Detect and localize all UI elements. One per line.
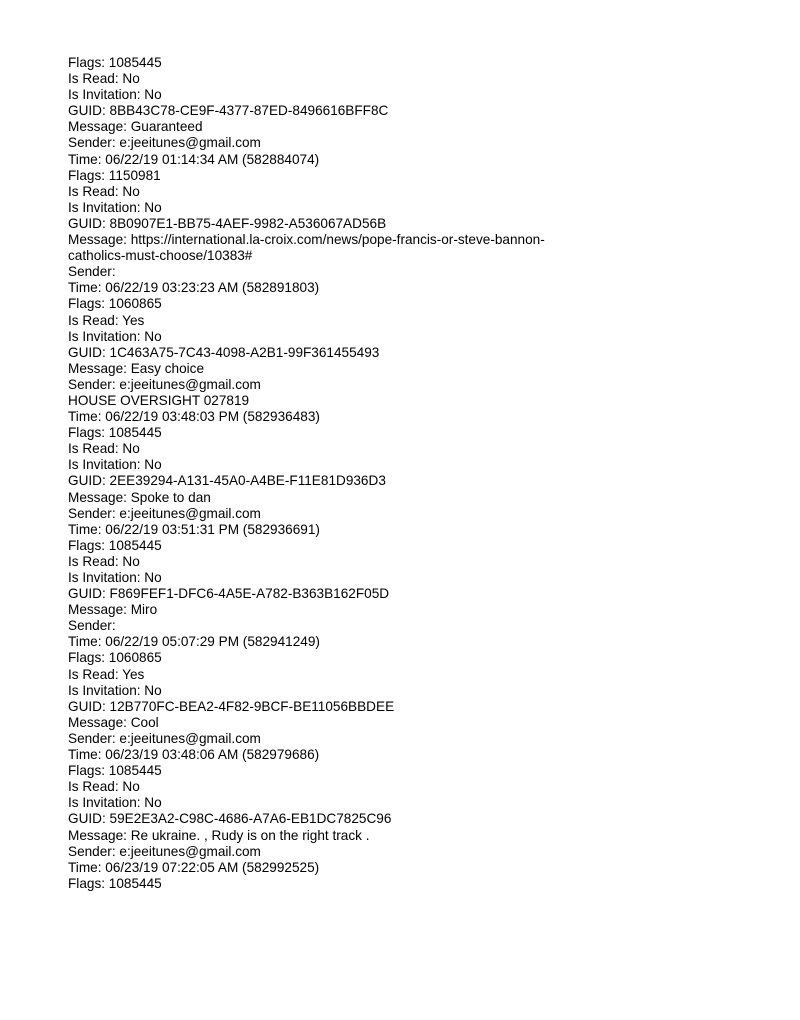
log-line: GUID: 12B770FC-BEA2-4F82-9BCF-BE11056BBDEE <box>68 698 395 714</box>
log-line: Message: Guaranteed <box>68 119 203 135</box>
log-line: Time: 06/22/19 05:07:29 PM (582941249) <box>68 634 320 650</box>
log-line: Is Invitation: No <box>68 87 162 103</box>
log-line: Flags: 1060865 <box>68 296 162 312</box>
log-line: Flags: 1060865 <box>68 650 162 666</box>
log-line: Is Read: No <box>68 183 140 199</box>
log-line: Flags: 1085445 <box>68 875 162 891</box>
log-line: Is Invitation: No <box>68 570 162 585</box>
log-line: Sender: e:jeeitunes@gmail.com <box>68 730 261 746</box>
log-line: Is Invitation: No <box>68 199 162 215</box>
log-line: HOUSE OVERSIGHT 027819 <box>68 392 250 408</box>
log-line: GUID: 2EE39294-A131-45A0-A4BE-F11E81D936D3 <box>68 473 386 489</box>
log-line: Message: Miro <box>68 602 158 618</box>
log-line: Message: Cool <box>68 714 159 730</box>
log-line: Is Invitation: No <box>68 328 162 344</box>
log-line: GUID: F869FEF1-DFC6-4A5E-A782-B363B162F05D <box>68 586 390 602</box>
log-line: Flags: 1085445 <box>68 537 162 553</box>
log-line: Is Invitation: No <box>68 682 162 698</box>
log-line: Message: Re ukraine. , Rudy is on the right track . <box>68 827 370 843</box>
log-line: Flags: 1150981 <box>68 167 161 183</box>
log-line: Flags: 1085445 <box>68 55 162 70</box>
log-line: GUID: 1C463A75-7C43-4098-A2B1-99F361455493 <box>68 344 380 360</box>
log-line: Sender: e:jeeitunes@gmail.com <box>68 505 261 521</box>
log-line: Time: 06/22/19 03:48:03 PM (582936483) <box>68 409 320 425</box>
log-line: Sender: e:jeeitunes@gmail.com <box>68 843 261 859</box>
log-line: Is Read: No <box>68 779 140 795</box>
log-line: Flags: 1085445 <box>68 425 162 441</box>
log-line: Time: 06/22/19 03:51:31 PM (582936691) <box>68 521 320 537</box>
log-line: Sender: e:jeeitunes@gmail.com <box>68 376 261 392</box>
log-line: Flags: 1085445 <box>68 763 162 779</box>
log-line: GUID: 8B0907E1-BB75-4AEF-9982-A536067AD56B <box>68 215 387 231</box>
log-line: GUID: 8BB43C78-CE9F-4377-87ED-8496616BFF8C <box>68 103 389 119</box>
log-line: Is Invitation: No <box>68 457 162 473</box>
log-line: Is Read: No <box>68 553 140 569</box>
message-log <box>68 55 768 892</box>
log-line: Sender: <box>68 618 116 634</box>
log-line: Is Read: Yes <box>68 312 145 328</box>
log-line: Time: 06/23/19 03:48:06 AM (582979686) <box>68 747 320 763</box>
log-line: Is Read: Yes <box>68 666 145 682</box>
log-line: Message: https://international.la-croix.com/news/pope-francis-or-steve-bannon- <box>68 232 545 248</box>
log-line: Time: 06/22/19 03:23:23 AM (582891803) <box>68 280 320 296</box>
log-line: Is Read: No <box>68 441 140 457</box>
log-line: catholics-must-choose/10383# <box>68 248 253 264</box>
log-line: Message: Easy choice <box>68 360 205 376</box>
log-line: Time: 06/22/19 01:14:34 AM (582884074) <box>68 151 320 167</box>
log-line: Sender: e:jeeitunes@gmail.com <box>68 135 261 151</box>
log-line: Message: Spoke to dan <box>68 489 211 505</box>
log-line: Sender: <box>68 264 116 280</box>
log-line: GUID: 59E2E3A2-C98C-4686-A7A6-EB1DC7825C96 <box>68 811 392 827</box>
log-line: Is Invitation: No <box>68 795 162 811</box>
log-line: Time: 06/23/19 07:22:05 AM (582992525) <box>68 859 320 875</box>
log-line: Is Read: No <box>68 71 140 87</box>
